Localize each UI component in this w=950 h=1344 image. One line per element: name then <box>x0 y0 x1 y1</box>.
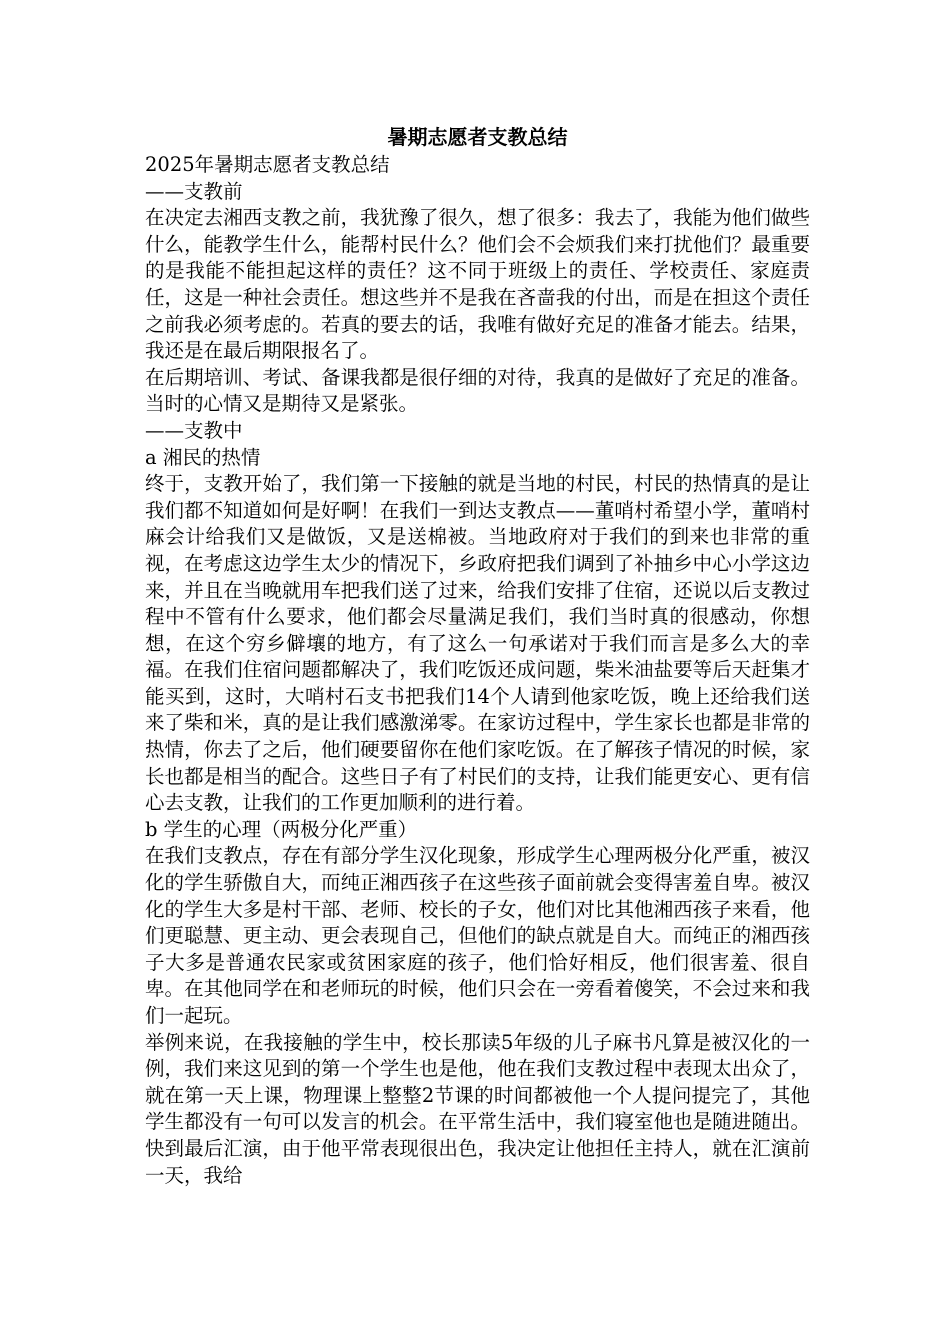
section-heading-before: ——支教前 <box>145 179 243 203</box>
subheading-a: a 湘民的热情 <box>145 445 261 469</box>
paragraph: 在我们支教点，存在有部分学生汉化现象，形成学生心理两极分化严重，被汉化的学生骄傲自大，而纯正湘西孩子在这些孩子面前就会变得害羞自卑。被汉化的学生大多是村干部、老师、校长的子女，他们对比其他湘西孩子来看，他们更聪慧、更主动、更会表现自己，但他们的缺点就是自大。而纯正的湘西孩子大多是普通农民家或贫困家庭的孩子，他们恰好相反，他们很害羞、很自卑。在其他同学在和老师玩的时候，他们只会在一旁看着傻笑，不会过来和我们一起玩。 <box>145 844 810 1027</box>
document-page <box>145 122 810 1189</box>
document-subtitle: 2025年暑期志愿者支教总结 <box>145 153 390 176</box>
paragraph: 在后期培训、考试、备课我都是很仔细的对待，我真的是做好了充足的准备。当时的心情又是期待又是紧张。 <box>145 365 810 416</box>
paragraph: 在决定去湘西支教之前，我犹豫了很久，想了很多：我去了，我能为他们做些什么，能教学生什么，能帮村民什么？他们会不会烦我们来打扰他们？最重要的是我能不能担起这样的责任？这不同于班级上的责任、学校责任、家庭责任，这是一种社会责任。想这些并不是我在吝啬我的付出，而是在担这个责任之前我必须考虑的。若真的要去的话，我唯有做好充足的准备才能去。结果，我还是在最后期限报名了。 <box>145 206 810 363</box>
document-title: 暑期志愿者支教总结 <box>387 125 568 149</box>
section-heading-during: ——支教中 <box>145 418 243 442</box>
subheading-b: b 学生的心理（两极分化严重） <box>145 817 418 841</box>
paragraph: 终于，支教开始了，我们第一下接触的就是当地的村民，村民的热情真的是让我们都不知道如何是好啊！在我们一到达支教点——董哨村希望小学，董哨村麻会计给我们又是做饭，又是送棉被。当地政府对于我们的到来也非常的重视，在考虑这边学生太少的情况下，乡政府把我们调到了补抽乡中心小学这边来，并且在当晚就用车把我们送了过来，给我们安排了住宿，还说以后支教过程中不管有什么要求，他们都会尽量满足我们，我们当时真的很感动，你想想，在这个穷乡僻壤的地方，有了这么一句承诺对于我们而言是多么大的幸福。在我们住宿问题都解决了，我们吃饭还成问题，柴米油盐要等后天赶集才能买到，这时，大哨村石支书把我们14个人请到他家吃饭，晚上还给我们送来了柴和米，真的是让我们感激涕零。在家访过程中，学生家长也都是非常的热情，你去了之后，他们硬要留你在他们家吃饭。在了解孩子情况的时候，家长也都是相当的配合。这些日子有了村民们的支持，让我们能更安心、更有信心去支教，让我们的工作更加顺利的进行着。 <box>145 472 810 815</box>
paragraph: 举例来说，在我接触的学生中，校长那读5年级的儿子麻书凡算是被汉化的一例，我们来这见到的第一个学生也是他，他在我们支教过程中表现太出众了，就在第一天上课，物理课上整整2节课的时间都被他一个人提问提完了，其他学生都没有一句可以发言的机会。在平常生活中，我们寝室他也是随进随出。快到最后汇演，由于他平常表现很出色，我决定让他担任主持人，就在汇演前一天，我给 <box>145 1030 810 1187</box>
